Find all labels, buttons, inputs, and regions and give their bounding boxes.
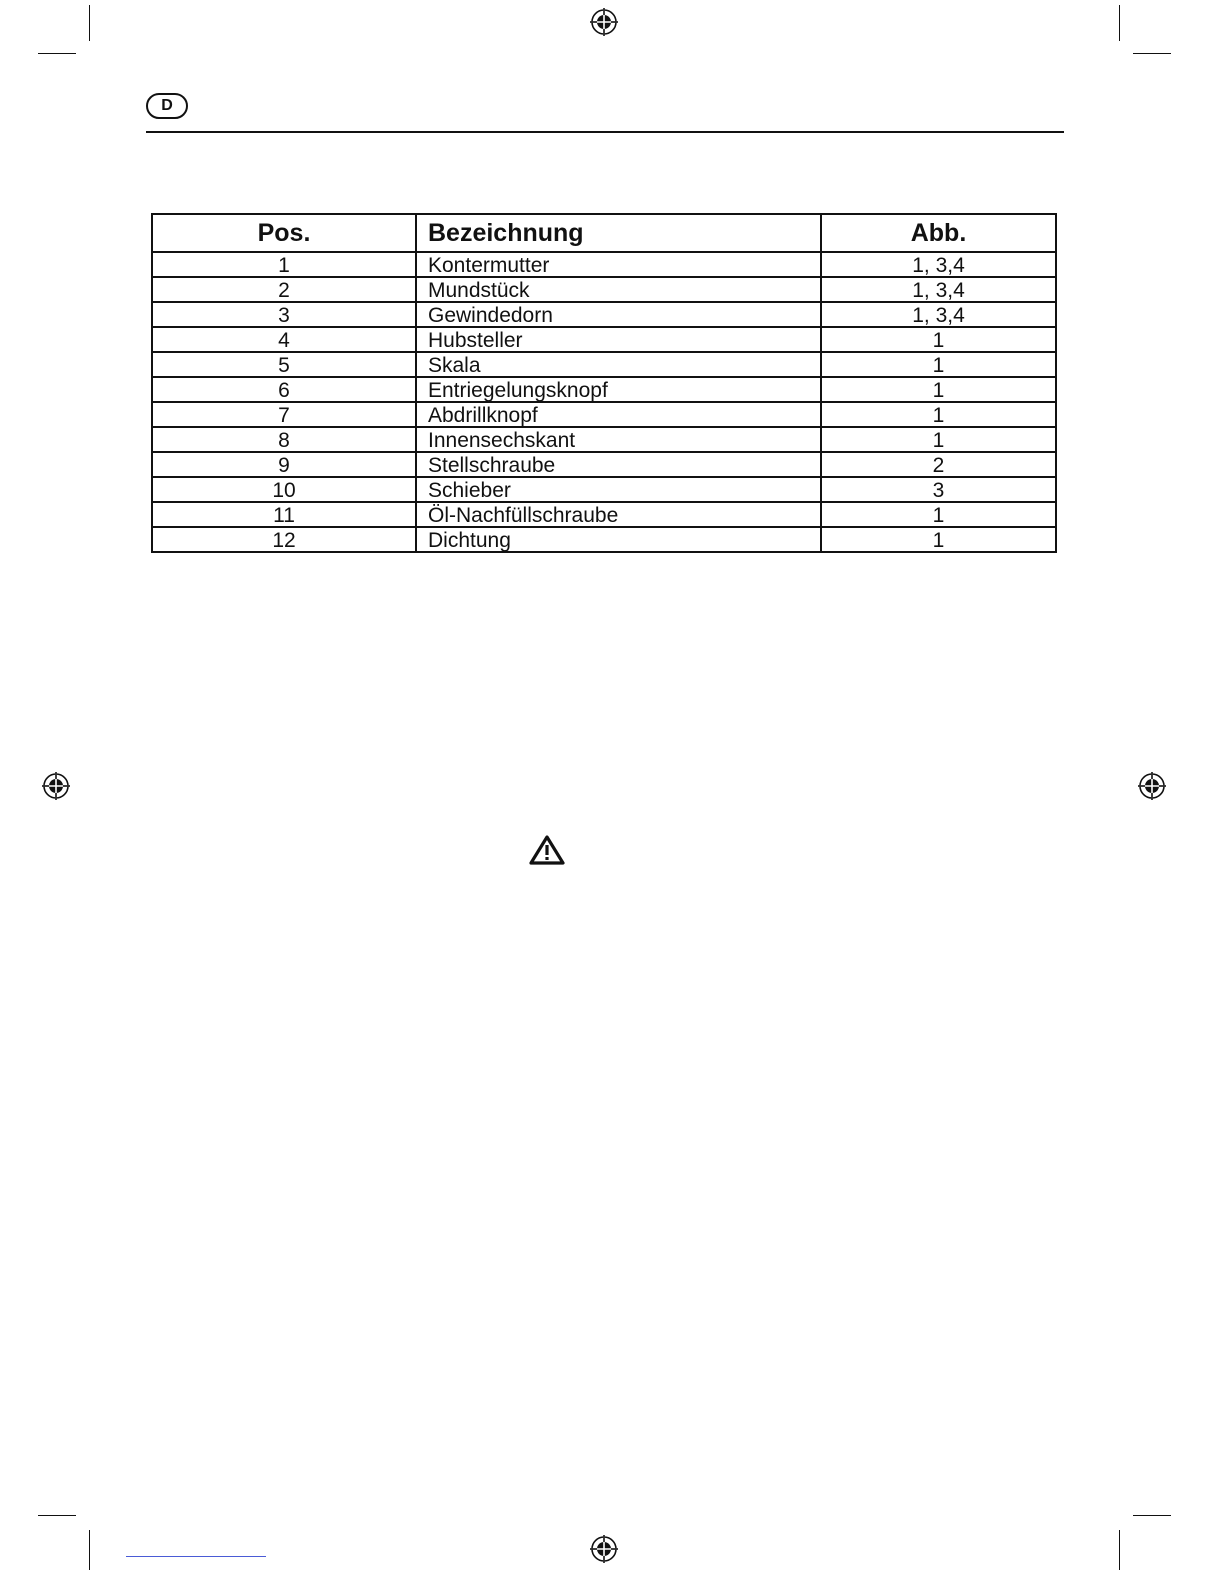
- cell-fig: 1: [821, 327, 1056, 352]
- table-row: [152, 452, 1056, 477]
- cell-fig: 1: [821, 352, 1056, 377]
- table-row: [152, 302, 1056, 327]
- cell-fig: 1, 3,4: [821, 277, 1056, 302]
- cell-name: Dichtung: [416, 527, 821, 552]
- cell-fig: 1: [821, 377, 1056, 402]
- crop-mark-bottom-left-horizontal: [38, 1515, 76, 1516]
- cell-pos: 11: [152, 502, 416, 527]
- table-row: [152, 402, 1056, 427]
- cell-pos: 9: [152, 452, 416, 477]
- crop-mark-top-left-horizontal: [38, 53, 76, 54]
- cell-pos: 4: [152, 327, 416, 352]
- cell-pos: 5: [152, 352, 416, 377]
- cell-name: Entriegelungsknopf: [416, 377, 821, 402]
- cell-name: Skala: [416, 352, 821, 377]
- cell-pos: 6: [152, 377, 416, 402]
- cell-fig: 2: [821, 452, 1056, 477]
- table-row: [152, 277, 1056, 302]
- cell-fig: 1, 3,4: [821, 252, 1056, 277]
- crop-mark-top-right-vertical: [1119, 5, 1120, 41]
- cell-pos: 8: [152, 427, 416, 452]
- crop-mark-bottom-right-vertical: [1119, 1530, 1120, 1570]
- cell-fig: 1: [821, 402, 1056, 427]
- header-name: Bezeichnung: [416, 214, 821, 252]
- table-row: [152, 527, 1056, 552]
- registration-mark-icon: [41, 771, 71, 801]
- cell-fig: 1: [821, 427, 1056, 452]
- crop-mark-bottom-left-vertical: [89, 1530, 90, 1570]
- table-header-row: [152, 214, 1056, 252]
- table-row: [152, 327, 1056, 352]
- cell-name: Innensechskant: [416, 427, 821, 452]
- table-row: [152, 427, 1056, 452]
- registration-mark-icon: [589, 1534, 619, 1564]
- cell-name: Öl-Nachfüllschraube: [416, 502, 821, 527]
- cell-pos: 1: [152, 252, 416, 277]
- cell-name: Abdrillknopf: [416, 402, 821, 427]
- registration-mark-icon: [1137, 771, 1167, 801]
- cell-pos: 2: [152, 277, 416, 302]
- cell-name: Stellschraube: [416, 452, 821, 477]
- table-row: [152, 252, 1056, 277]
- cell-fig: 1: [821, 527, 1056, 552]
- cell-pos: 10: [152, 477, 416, 502]
- cell-pos: 12: [152, 527, 416, 552]
- cell-pos: 3: [152, 302, 416, 327]
- crop-mark-bottom-right-horizontal: [1133, 1515, 1171, 1516]
- header-rule: [146, 131, 1064, 133]
- table-row: [152, 502, 1056, 527]
- crop-mark-top-left-vertical: [89, 5, 90, 41]
- cell-fig: 3: [821, 477, 1056, 502]
- crop-mark-top-right-horizontal: [1133, 53, 1171, 54]
- language-badge: D: [146, 93, 188, 119]
- cell-name: Schieber: [416, 477, 821, 502]
- cell-fig: 1, 3,4: [821, 302, 1056, 327]
- cell-fig: 1: [821, 502, 1056, 527]
- header-pos: Pos.: [152, 214, 416, 252]
- table-row: [152, 477, 1056, 502]
- cell-pos: 7: [152, 402, 416, 427]
- cell-name: Mundstück: [416, 277, 821, 302]
- link-underline: [126, 1556, 266, 1557]
- cell-name: Hubsteller: [416, 327, 821, 352]
- registration-mark-icon: [589, 7, 619, 37]
- warning-triangle-icon: [528, 834, 566, 866]
- header-fig: Abb.: [821, 214, 1056, 252]
- table-row: [152, 352, 1056, 377]
- cell-name: Gewindedorn: [416, 302, 821, 327]
- table-row: [152, 377, 1056, 402]
- parts-table: [151, 213, 1057, 553]
- cell-name: Kontermutter: [416, 252, 821, 277]
